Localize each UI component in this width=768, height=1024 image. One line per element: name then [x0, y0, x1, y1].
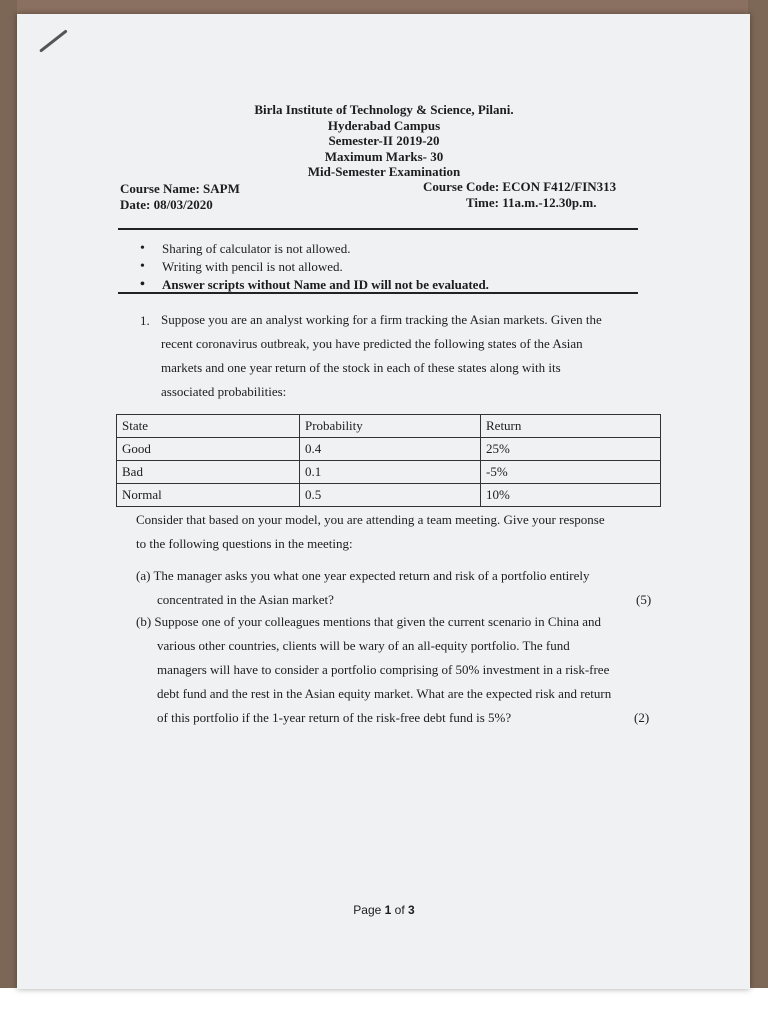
instructions-list — [140, 240, 489, 294]
part-b-marks: (2) — [634, 710, 650, 725]
table-cell: 0.1 — [300, 461, 481, 484]
table-row — [117, 438, 661, 461]
question-number: 1. — [140, 313, 150, 328]
page-total: 3 — [408, 903, 415, 917]
page-current: 1 — [384, 903, 392, 917]
table-cell: 0.4 — [300, 438, 481, 461]
table-cell: 25% — [481, 438, 661, 461]
part-a-marks: (5) — [636, 592, 652, 607]
part-a-line: (a) The manager asks you what one year expected return and risk of a portfolio entirely — [136, 568, 590, 583]
table-cell: Bad — [117, 461, 300, 484]
table-row — [117, 484, 661, 507]
table-header-row — [117, 415, 661, 438]
part-a-line: concentrated in the Asian market? — [157, 592, 334, 607]
part-a — [136, 564, 590, 612]
background-bottom — [0, 988, 768, 1024]
semester: Semester-II 2019-20 — [328, 133, 440, 148]
course-name: Course Name: SAPM — [120, 181, 240, 196]
table-row — [117, 461, 661, 484]
page-of: of — [391, 903, 409, 917]
part-b-line: of this portfolio if the 1-year return of the risk-free debt fund is 5%? — [157, 710, 512, 725]
table-header-cell: Return — [481, 415, 661, 438]
max-marks: Maximum Marks- 30 — [324, 149, 444, 164]
part-b-line: various other countries, clients will be wary of an all-equity portfolio. The fund — [157, 638, 570, 653]
exam-title: Mid-Semester Examination — [307, 164, 461, 179]
table-header-cell: State — [117, 415, 300, 438]
part-b — [136, 610, 611, 730]
page-number — [0, 903, 768, 917]
institute-name: Birla Institute of Technology & Science, Pilani. — [254, 102, 514, 117]
exam-date: Date: 08/03/2020 — [120, 197, 213, 212]
question-context — [136, 508, 605, 556]
part-b-line: (b) Suppose one of your colleagues mentions that given the current scenario in China and — [136, 614, 601, 629]
divider-top — [118, 228, 638, 230]
divider-bottom — [118, 292, 638, 294]
page-prefix: Page — [353, 903, 385, 917]
table-cell: 10% — [481, 484, 661, 507]
exam-time: Time: 11a.m.-12.30p.m. — [466, 195, 597, 210]
table-cell: 0.5 — [300, 484, 481, 507]
table-header-cell: Probability — [300, 415, 481, 438]
campus-name: Hyderabad Campus — [327, 118, 441, 133]
instruction-item: • Answer scripts without Name and ID will not be evaluated. — [140, 276, 489, 294]
course-code: Course Code: ECON F412/FIN313 — [423, 179, 617, 194]
question-intro-line: associated probabilities: — [161, 384, 287, 399]
context-line: to the following questions in the meeting: — [136, 536, 353, 551]
context-line: Consider that based on your model, you are attending a team meeting. Give your response — [136, 512, 605, 527]
returns-table — [116, 414, 661, 507]
question-intro-line: markets and one year return of the stock in each of these states along with its — [161, 360, 561, 375]
table-cell: -5% — [481, 461, 661, 484]
question-intro-line: recent coronavirus outbreak, you have predicted the following states of the Asian — [161, 336, 583, 351]
question-intro-line: Suppose you are an analyst working for a firm tracking the Asian markets. Given the — [161, 312, 602, 327]
question-intro — [161, 308, 602, 404]
part-b-line: managers will have to consider a portfolio comprising of 50% investment in a risk-free — [157, 662, 610, 677]
instruction-item: • Sharing of calculator is not allowed. — [140, 240, 489, 258]
table-cell: Good — [117, 438, 300, 461]
instruction-item: • Writing with pencil is not allowed. — [140, 258, 489, 276]
table-cell: Normal — [117, 484, 300, 507]
part-b-line: debt fund and the rest in the Asian equity market. What are the expected risk and return — [157, 686, 612, 701]
